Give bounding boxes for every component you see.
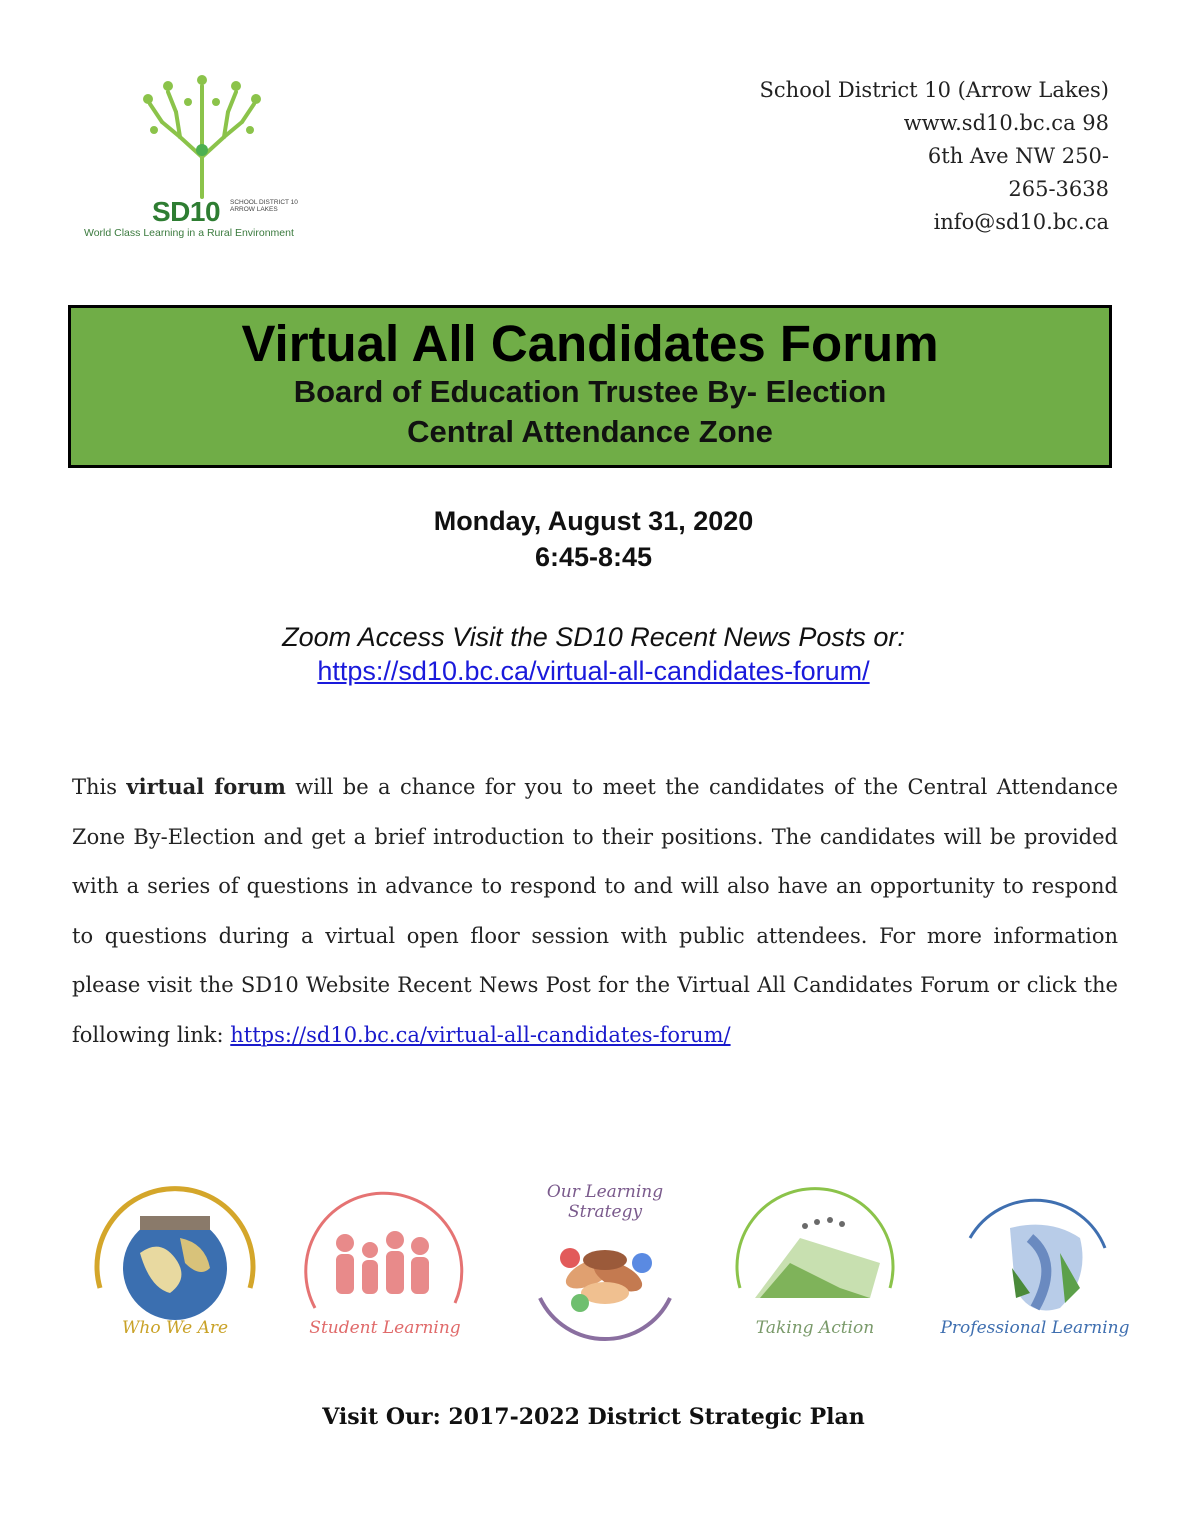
badge-label: Student Learning (309, 1318, 461, 1338)
event-time: 6:45-8:45 (534, 542, 653, 572)
strategic-plan-badges (80, 1168, 1130, 1368)
body-intro: This (72, 775, 127, 799)
badge-label: Professional Learning (940, 1318, 1130, 1338)
forum-link[interactable]: https://sd10.bc.ca/virtual-all-candidates-forum/ (230, 1022, 731, 1047)
logo-district-text: SCHOOL DISTRICT 10 ARROW LAKES (230, 199, 298, 213)
logo-wordmark: SD10 (152, 196, 221, 227)
title-banner (68, 305, 1112, 468)
address-line: School District 10 (Arrow Lakes) (759, 78, 1109, 102)
logo-tagline: World Class Learning in a Rural Environment (84, 227, 294, 239)
address-line: www.sd10.bc.ca 98 (903, 111, 1109, 135)
banner-zone: Central Attendance Zone (407, 414, 773, 449)
badge-professional-learning[interactable] (940, 1168, 1130, 1358)
badge-label: Our Learning Strategy (546, 1182, 664, 1222)
event-datetime (0, 503, 1187, 575)
address-line: 265-3638 (1008, 177, 1109, 201)
zoom-label: Zoom Access Visit the SD10 Recent News Posts or: (282, 622, 905, 652)
sd10-logo (80, 72, 330, 242)
zoom-access (0, 620, 1187, 688)
strategic-plan-footer[interactable]: Visit Our: 2017-2022 District Strategic Plan (322, 1404, 865, 1430)
event-date: Monday, August 31, 2020 (433, 506, 754, 536)
address-line: 6th Ave NW 250- (927, 144, 1109, 168)
address-email: info@sd10.bc.ca (933, 210, 1109, 234)
district-address (729, 74, 1109, 239)
badge-taking-action[interactable] (720, 1168, 910, 1358)
badge-label: Who We Are (121, 1318, 229, 1338)
tree-people-icon (140, 72, 270, 202)
body-text: will be a chance for you to meet the candidates of the Central Attendance Zone By-Election and get a brief introduction to their positions. The candidates will be provided with a series of questions in advance to respond to and will also have an opportunity to respond to questions during a virtual open floor session with public attendees. For more information please visit the SD10 Website Recent News Post for the Virtual All Candidates Forum or click the following link: (72, 775, 1118, 1047)
badge-label: Taking Action (755, 1318, 875, 1338)
body-bold: virtual forum (126, 774, 286, 799)
badge-who-we-are[interactable] (80, 1168, 270, 1358)
badge-learning-strategy[interactable] (510, 1168, 700, 1358)
badge-student-learning[interactable] (290, 1168, 480, 1358)
zoom-link[interactable]: https://sd10.bc.ca/virtual-all-candidates-forum/ (317, 656, 870, 686)
page-title: Virtual All Candidates Forum (241, 315, 939, 372)
banner-subtitle: Board of Education Trustee By- Election (293, 374, 887, 409)
body-paragraph (72, 762, 1118, 1060)
